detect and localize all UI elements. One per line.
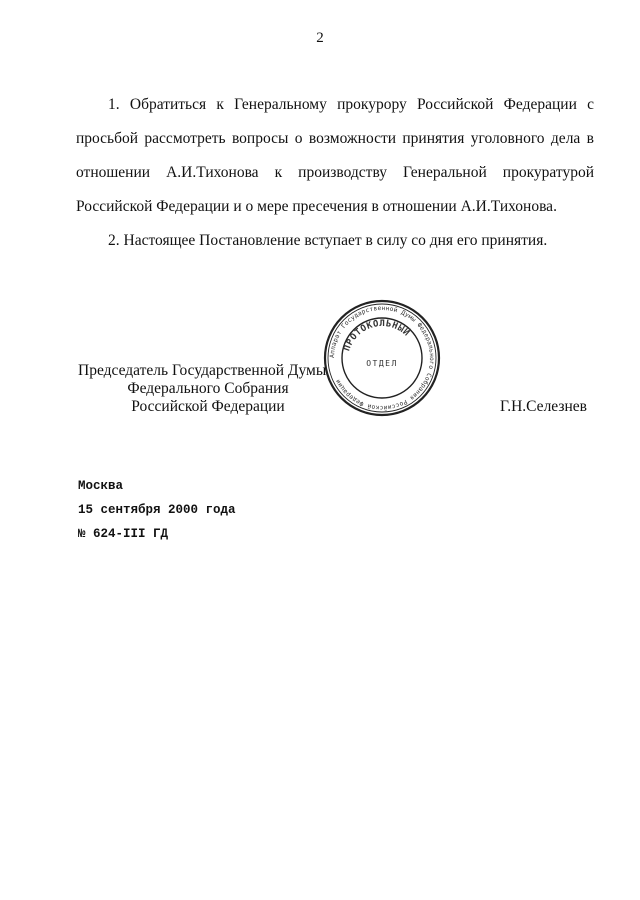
paragraph-1-line-4: Российской Федерации и о мере пресечения в отношении А.И.Тихонова.	[76, 198, 557, 215]
footer-city: Москва	[78, 479, 124, 493]
document-body	[76, 88, 594, 258]
signature-title-line-1: Председатель Государственной Думы	[78, 362, 327, 379]
paragraph-1	[76, 88, 594, 224]
stamp-inner-bottom-text: ОТДЕЛ	[366, 359, 398, 368]
stamp-inner-top-text: ПРОТОКОЛЬНЫЙ	[342, 318, 412, 353]
signature-title-line-2: Федерального Собрания	[127, 380, 289, 397]
signature-title	[78, 362, 338, 416]
seal-stamp-icon	[322, 298, 442, 418]
signer-name: Г.Н.Селезнев	[500, 398, 587, 415]
paragraph-1-line-3: отношении А.И.Тихонова к производству Генеральной прокуратурой	[76, 164, 594, 181]
paragraph-2	[76, 224, 594, 258]
page-number: 2	[316, 30, 324, 46]
paragraph-1-line-2: просьбой рассмотреть вопросы о возможности принятия уголовного дела в	[76, 130, 594, 147]
stamp-outer-text: Аппарат Государственной Думы Федерального Собрания Российской Федерации	[328, 304, 436, 412]
footer-document-number: № 624-III ГД	[78, 527, 169, 541]
footer-date: 15 сентября 2000 года	[78, 503, 236, 517]
paragraph-1-line-1: 1. Обратиться к Генеральному прокурору Российской Федерации с	[108, 96, 594, 113]
signature-title-line-3: Российской Федерации	[131, 398, 285, 415]
paragraph-2-line-1: 2. Настоящее Постановление вступает в силу со дня его принятия.	[108, 232, 548, 249]
document-footer	[78, 474, 236, 546]
